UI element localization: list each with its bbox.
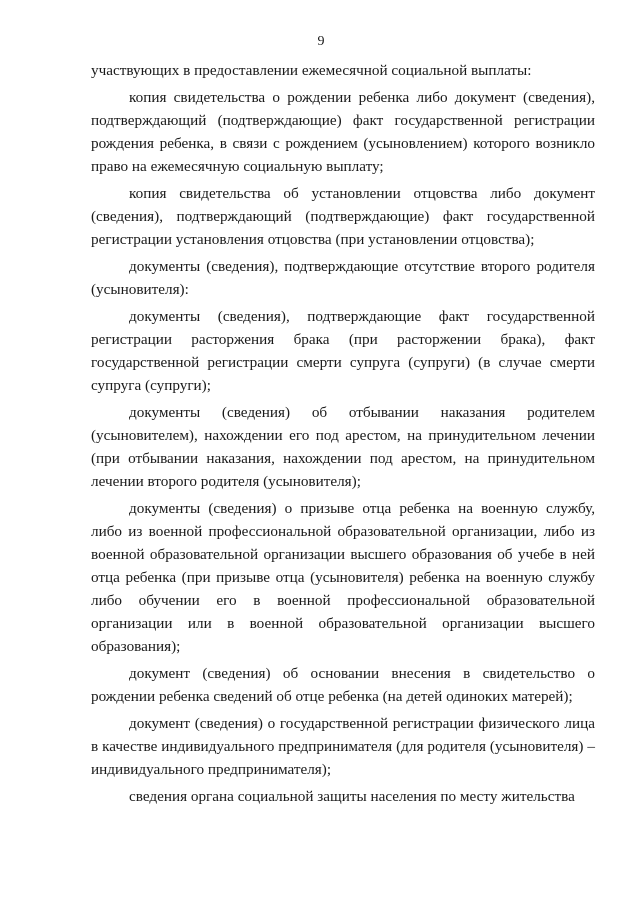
paragraph: сведения органа социальной защиты населения по месту жительства xyxy=(129,788,575,805)
paragraph: участвующих в предоставлении ежемесячной социальной выплаты: xyxy=(91,62,532,79)
paragraph: документы (сведения) об отбывании наказания родителем (усыновителем), нахождении его под арестом, на принудительном лечении (при отбывании наказания, нахождении под арестом, на принудительном лечении второго родителя (усыновителя); xyxy=(91,404,595,490)
paragraph: копия свидетельства о рождении ребенка либо документ (сведения), подтверждающий (подтверждающие) факт государственной регистрации рождения ребенка, в связи с рождением (усыновлением) которого возникло право на ежемесячную социальную выплату; xyxy=(91,89,595,175)
paragraph: копия свидетельства об установлении отцовства либо документ (сведения), подтверждающий (подтверждающие) факт государственной регистрации установления отцовства (при установлении отцовства); xyxy=(91,185,595,248)
paragraph: документ (сведения) о государственной регистрации физического лица в качестве индивидуального предпринимателя (для родителя (усыновителя) – индивидуального предпринимателя); xyxy=(91,715,595,778)
paragraph: документы (сведения), подтверждающие факт государственной регистрации расторжения брака (при расторжении брака), факт государственной регистрации смерти супруга (супруги) (в случае смерти супруга (супруги); xyxy=(91,308,595,394)
paragraph: документ (сведения) об основании внесения в свидетельство о рождении ребенка сведений об отце ребенка (на детей одиноких матерей); xyxy=(91,665,595,705)
document-body xyxy=(91,59,595,808)
paragraph: документы (сведения), подтверждающие отсутствие второго родителя (усыновителя): xyxy=(91,258,595,298)
page-number: 9 xyxy=(317,34,325,49)
paragraph: документы (сведения) о призыве отца ребенка на военную службу, либо из военной профессиональной образовательной организации, либо из военной образовательной организации высшего образования об учебе в ней отца ребенка (при призыве отца (усыновителя) ребенка на военную службу либо обучении его в военной профессиональной образовательной организации или в военной образовательной организации высшего образования); xyxy=(91,500,595,655)
